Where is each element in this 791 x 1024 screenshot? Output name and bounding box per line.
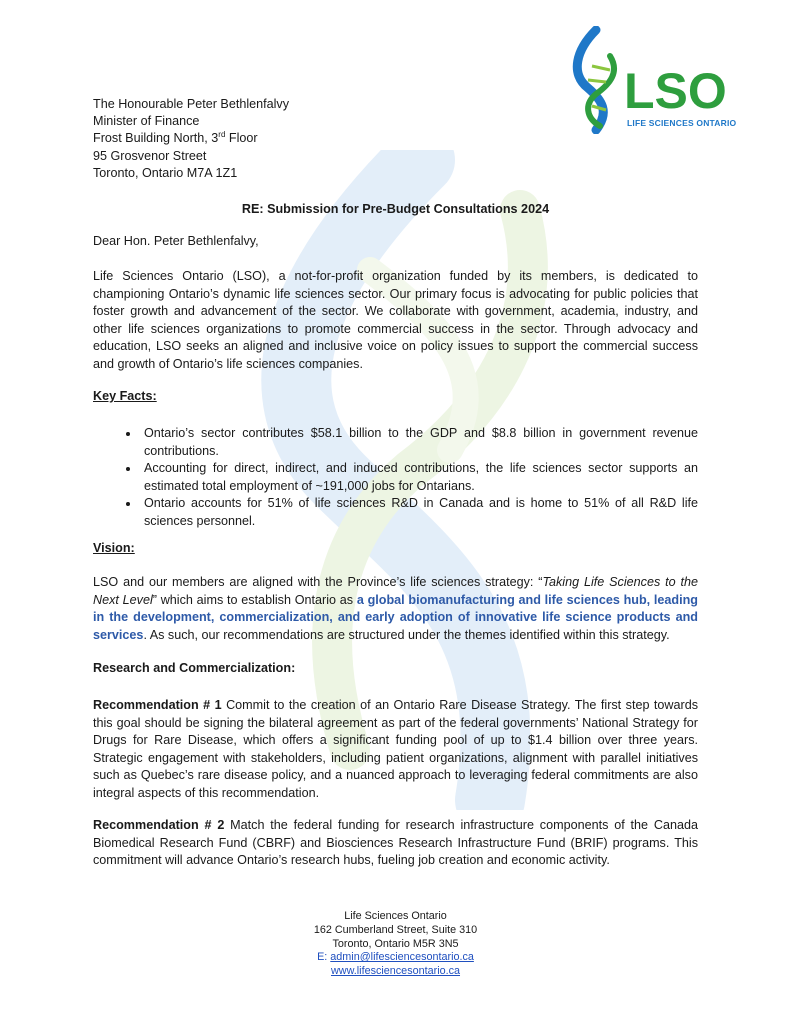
list-item: • Ontario accounts for 51% of life sciences R&D in Canada and is home to 51% of all R&D life sciences personnel. — [140, 495, 698, 530]
footer-city: Toronto, Ontario M5R 3N5 — [332, 937, 459, 950]
recipient-street: 95 Grosvenor Street — [93, 148, 207, 163]
list-item: • Ontario’s sector contributes $58.1 billion to the GDP and $8.8 billion in government revenue contributions. — [140, 425, 698, 460]
recommendation-1-label: Recommendation # 1 — [93, 698, 222, 712]
vision-paragraph: LSO and our members are aligned with the Province’s life sciences strategy: “Taking Life Sciences to the Next Level” which aims to establish Ontario as a global biomanufacturing and life sciences hub, leading in the development, commercialization, and early adoption of innovative life science products and services. As such, our recommendations are structured under the themes identified within this strategy. — [93, 575, 698, 642]
recipient-title: Minister of Finance — [93, 114, 200, 129]
vision-heading: Vision: — [93, 541, 135, 555]
footer-street: 162 Cumberland Street, Suite 310 — [313, 923, 478, 936]
intro-paragraph: Life Sciences Ontario (LSO), a not-for-profit organization funded by its members, is dedicated to championing Ontario’s dynamic life sciences sector. Our primary focus is advocating for public policies that foster growth and advancement of the sector. We collaborate with government, academia, industry, and other life sciences organizations to promote commercial success in the sector. Through advocacy and education, LSO seeks an aligned and inclusive voice on policy issues to support the commercial success and growth of Ontario’s life sciences companies. — [93, 269, 698, 371]
recipient-building: Frost Building North, 3rd Floor — [93, 130, 258, 146]
key-facts-heading: Key Facts: — [93, 389, 157, 403]
recipient-address — [93, 96, 289, 182]
list-item: • Accounting for direct, indirect, and induced contributions, the life sciences sector supports an estimated total employment of ~191,000 jobs for Ontarians. — [140, 460, 698, 495]
recommendation-1: Recommendation # 1 Commit to the creation of an Ontario Rare Disease Strategy. The first step towards this goal should be signing the bilateral agreement as part of the federal governments’ National Strategy for Drugs for Rare Disease, which offers a significant funding pool of up to $1.4 billion over three years. Strategic engagement with stakeholders, including patient organizations, alignment with parallel initiatives such as Quebec’s rare disease policy, and a nuanced approach to leveraging federal commitments are also integral aspects of this recommendation. — [93, 698, 699, 800]
footer-website-link[interactable]: www.lifesciencesontario.ca — [330, 965, 461, 978]
research-heading: Research and Commercialization: — [93, 661, 296, 675]
salutation: Dear Hon. Peter Bethlenfalvy, — [93, 234, 259, 248]
recipient-name: The Honourable Peter Bethlenfalvy — [93, 97, 290, 111]
letterhead-footer — [0, 910, 791, 979]
vision-highlight: a global biomanufacturing and life sciences hub, leading in the development, commercialization, and early adoption of innovative life science products and services — [93, 592, 698, 642]
logo-tagline: LIFE SCIENCES ONTARIO — [627, 118, 737, 128]
subject-line: RE: Submission for Pre-Budget Consultations 2024 — [241, 202, 550, 216]
footer-email-link[interactable]: admin@lifesciencesontario.ca — [330, 951, 474, 964]
recommendation-2: Recommendation # 2 Match the federal funding for research infrastructure components of the Canada Biomedical Research Fund (CBRF) and Biosciences Research Infrastructure Fund (BRIF) programs. This commitment will advance Ontario’s research hubs, fueling job creation and economic activity. — [93, 818, 699, 867]
footer-org: Life Sciences Ontario — [344, 910, 447, 922]
logo-letters: LSO — [624, 63, 727, 119]
recipient-city: Toronto, Ontario M7A 1Z1 — [93, 165, 238, 180]
footer-email-line: E: admin@lifesciencesontario.ca — [317, 951, 474, 964]
key-facts-list — [93, 425, 698, 530]
recommendation-2-label: Recommendation # 2 — [93, 818, 225, 832]
